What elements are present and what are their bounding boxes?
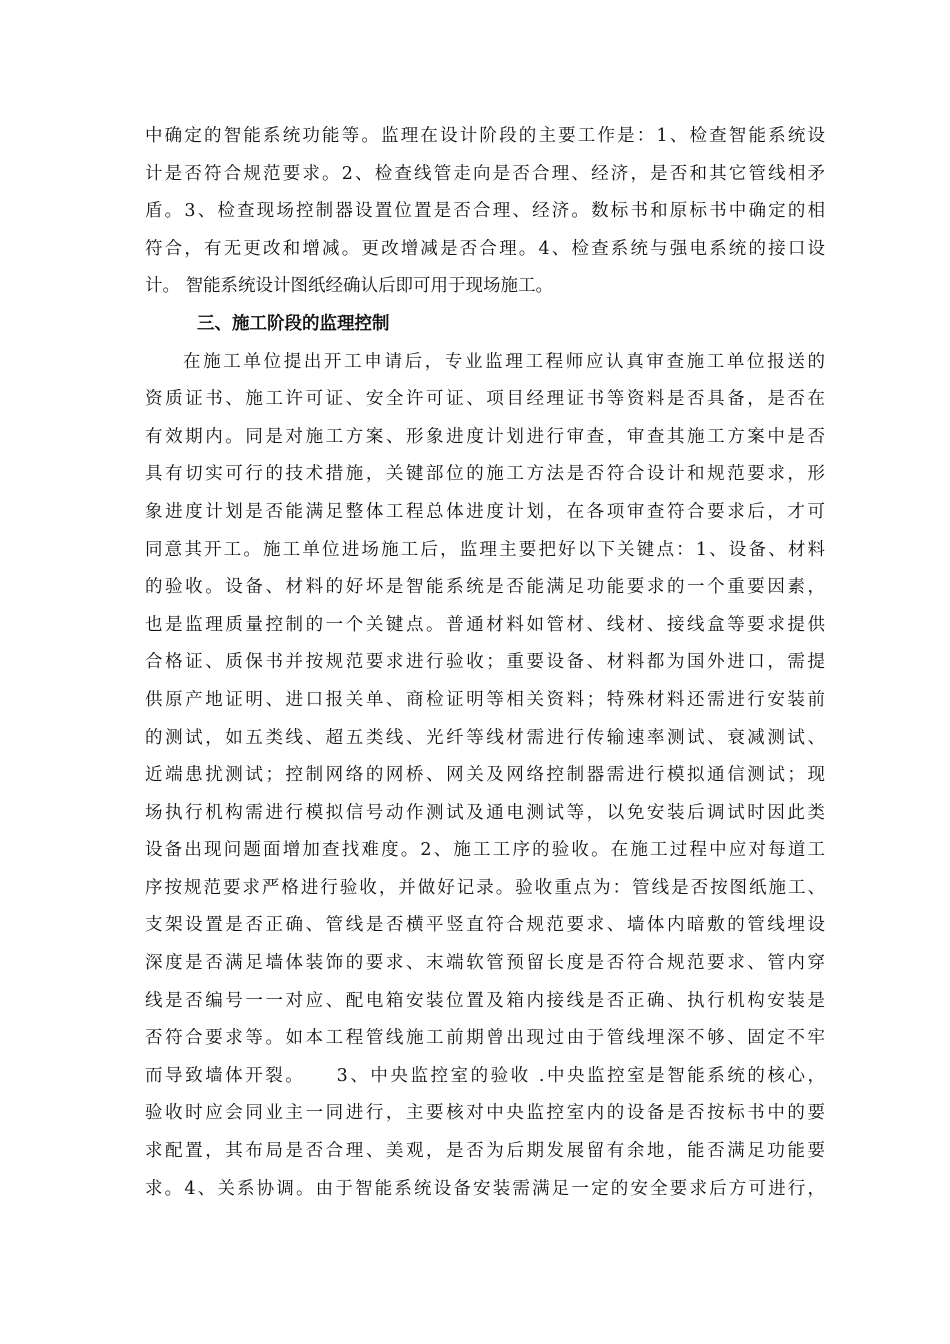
paragraph-2-line: 合格证、质保书并按规范要求进行验收；重要设备、材料都为国外进口，需提: [145, 652, 825, 673]
paragraph-2-line: 近端患扰测试；控制网络的网桥、网关及网络控制器需进行模拟通信测试；现: [145, 765, 825, 786]
paragraph-2-line: 求配置，其布局是否合理、美观，是否为后期发展留有余地，能否满足功能要: [145, 1141, 825, 1162]
paragraph-2-line: 有效期内。同是对施工方案、形象进度计划进行审查，审查其施工方案中是否: [145, 426, 825, 447]
paragraph-2-line: 支架设置是否正确、管线是否横平竖直符合规范要求、墙体内暗敷的管线埋设: [145, 915, 825, 936]
paragraph-2-line: 具有切实可行的技术措施，关键部位的施工方法是否符合设计和规范要求，形: [145, 464, 825, 485]
paragraph-1-line: 计。 智能系统设计图纸经确认后即可用于现场施工。: [145, 276, 554, 297]
paragraph-2-line: 在施工单位提出开工申请后，专业监理工程师应认真审查施工单位报送的: [183, 351, 825, 372]
paragraph-2-line: 的验收。设备、材料的好坏是智能系统是否能满足功能要求的一个重要因素，: [145, 577, 825, 598]
paragraph-2-line: 线是否编号一一对应、配电箱安装位置及箱内接线是否正确、执行机构安装是: [145, 990, 825, 1011]
paragraph-2-line: 否符合要求等。如本工程管线施工前期曾出现过由于管线埋深不够、固定不牢: [145, 1028, 825, 1049]
paragraph-2-line: 的测试，如五类线、超五类线、光纤等线材需进行传输速率测试、衰减测试、: [145, 727, 825, 748]
paragraph-1-line: 中确定的智能系统功能等。监理在设计阶段的主要工作是：1、检查智能系统设: [145, 126, 825, 146]
paragraph-2-line: 场执行机构需进行模拟信号动作测试及通电测试等，以免安装后调试时因此类: [145, 802, 825, 823]
paragraph-2-line: 资质证书、施工许可证、安全许可证、项目经理证书等资料是否具备，是否在: [145, 389, 825, 410]
paragraph-2-line: 也是监理质量控制的一个关键点。普通材料如管材、线材、接线盒等要求提供: [145, 614, 825, 635]
paragraph-2-line: 设备出现问题面增加查找难度。2、施工工序的验收。在施工过程中应对每道工: [145, 840, 825, 861]
paragraph-2-line: 验收时应会同业主一同进行，主要核对中央监控室内的设备是否按标书中的要: [145, 1103, 825, 1124]
paragraph-2-line: 而导致墙体开裂。 3、中央监控室的验收 .中央监控室是智能系统的核心，: [145, 1065, 825, 1086]
paragraph-2-line: 象进度计划是否能满足整体工程总体进度计划，在各项审查符合要求后，才可: [145, 501, 825, 522]
paragraph-2-line: 深度是否满足墙体装饰的要求、末端软管预留长度是否符合规范要求、管内穿: [145, 953, 825, 974]
body-text: [145, 118, 825, 1208]
section-heading: 三、施工阶段的监理控制: [197, 313, 390, 334]
paragraph-1-line: 盾。3、检查现场控制器设置位置是否合理、经济。数标书和原标书中确定的相: [145, 201, 825, 222]
paragraph-2-line: 求。4、关系协调。由于智能系统设备安装需满足一定的安全要求后方可进行，: [145, 1178, 825, 1199]
paragraph-2-line: 同意其开工。施工单位进场施工后，监理主要把好以下关键点：1、设备、材料: [145, 539, 825, 560]
paragraph-1-line: 符合，有无更改和增减。更改增减是否合理。4、检查系统与强电系统的接口设: [145, 238, 825, 259]
paragraph-1-line: 计是否符合规范要求。2、检查线管走向是否合理、经济，是否和其它管线相矛: [145, 163, 825, 184]
paragraph-2-line: 供原产地证明、进口报关单、商检证明等相关资料；特殊材料还需进行安装前: [145, 689, 825, 710]
paragraph-2-line: 序按规范要求严格进行验收，并做好记录。验收重点为：管线是否按图纸施工、: [145, 877, 825, 898]
